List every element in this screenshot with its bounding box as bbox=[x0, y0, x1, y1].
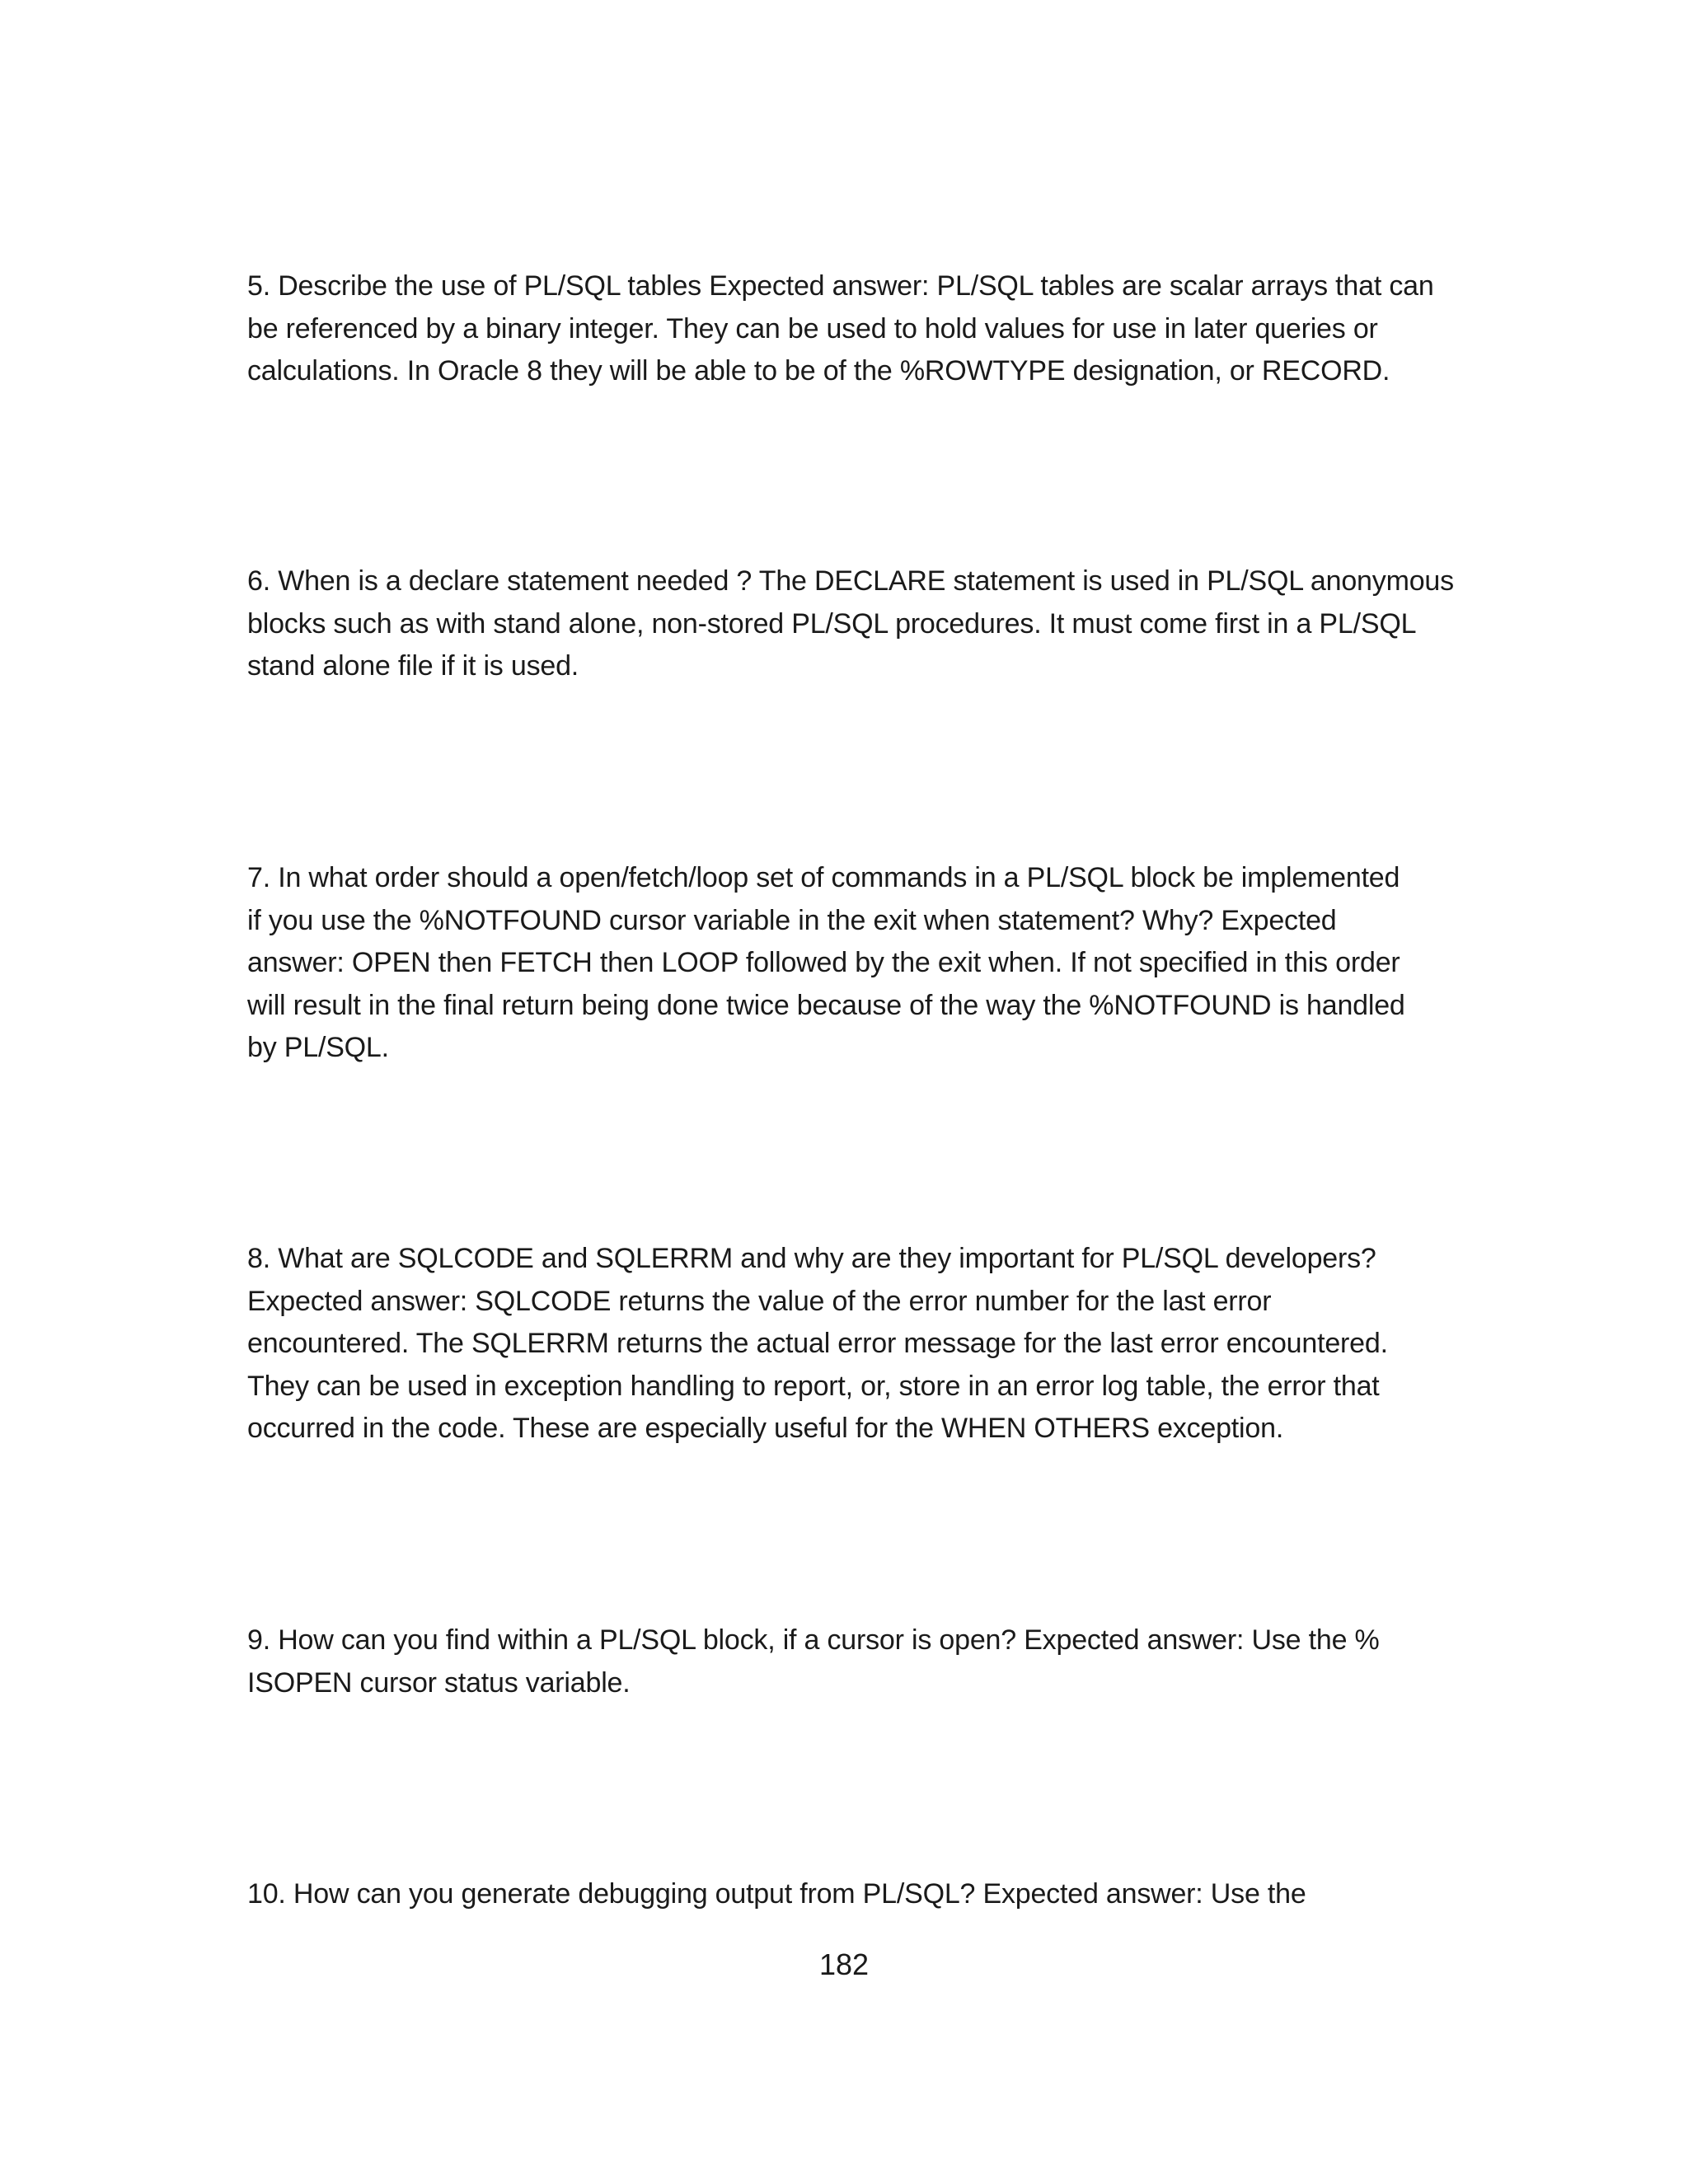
paragraph-question-5 bbox=[247, 265, 1451, 393]
paragraph-question-9 bbox=[247, 1619, 1451, 1704]
text-line: blocks such as with stand alone, non-stored PL/SQL procedures. It must come first in a PL/SQL bbox=[247, 607, 1417, 640]
text-line: 6. When is a declare statement needed ? The DECLARE statement is used in PL/SQL anonymous bbox=[247, 565, 1454, 597]
text-line: 10. How can you generate debugging output from PL/SQL? Expected answer: Use the bbox=[247, 1878, 1306, 1910]
text-line: ISOPEN cursor status variable. bbox=[247, 1666, 631, 1699]
text-line: be referenced by a binary integer. They can be used to hold values for use in later queries or bbox=[247, 312, 1378, 344]
text-line: if you use the %NOTFOUND cursor variable in the exit when statement? Why? Expected bbox=[247, 904, 1337, 936]
text-line: 7. In what order should a open/fetch/loop set of commands in a PL/SQL block be implemented bbox=[247, 862, 1400, 893]
text-line: by PL/SQL. bbox=[247, 1032, 389, 1063]
paragraph-question-7 bbox=[247, 857, 1451, 1070]
text-line: encountered. The SQLERRM returns the actual error message for the last error encountered. bbox=[247, 1328, 1388, 1359]
text-line: 8. What are SQLCODE and SQLERRM and why are they important for PL/SQL developers? bbox=[247, 1243, 1376, 1274]
paragraph-question-10 bbox=[247, 1873, 1451, 1916]
text-line: 5. Describe the use of PL/SQL tables Expected answer: PL/SQL tables are scalar arrays that can bbox=[247, 270, 1434, 302]
text-line: occurred in the code. These are especially useful for the WHEN OTHERS exception. bbox=[247, 1413, 1284, 1444]
paragraph-question-8 bbox=[247, 1238, 1451, 1451]
text-line: calculations. In Oracle 8 they will be able to be of the %ROWTYPE designation, or RECORD. bbox=[247, 355, 1390, 387]
text-line: Expected answer: SQLCODE returns the value of the error number for the last error bbox=[247, 1285, 1272, 1317]
page-number: 182 bbox=[818, 1947, 870, 1981]
text-line: They can be used in exception handling to report, or, store in an error log table, the error that bbox=[247, 1370, 1380, 1402]
text-line: will result in the final return being done twice because of the way the %NOTFOUND is handled bbox=[247, 989, 1405, 1021]
text-line: 9. How can you find within a PL/SQL block, if a cursor is open? Expected answer: Use the % bbox=[247, 1624, 1380, 1656]
text-line: stand alone file if it is used. bbox=[247, 650, 579, 682]
paragraph-question-6 bbox=[247, 560, 1454, 688]
text-line: answer: OPEN then FETCH then LOOP followed by the exit when. If not specified in this order bbox=[247, 947, 1400, 978]
